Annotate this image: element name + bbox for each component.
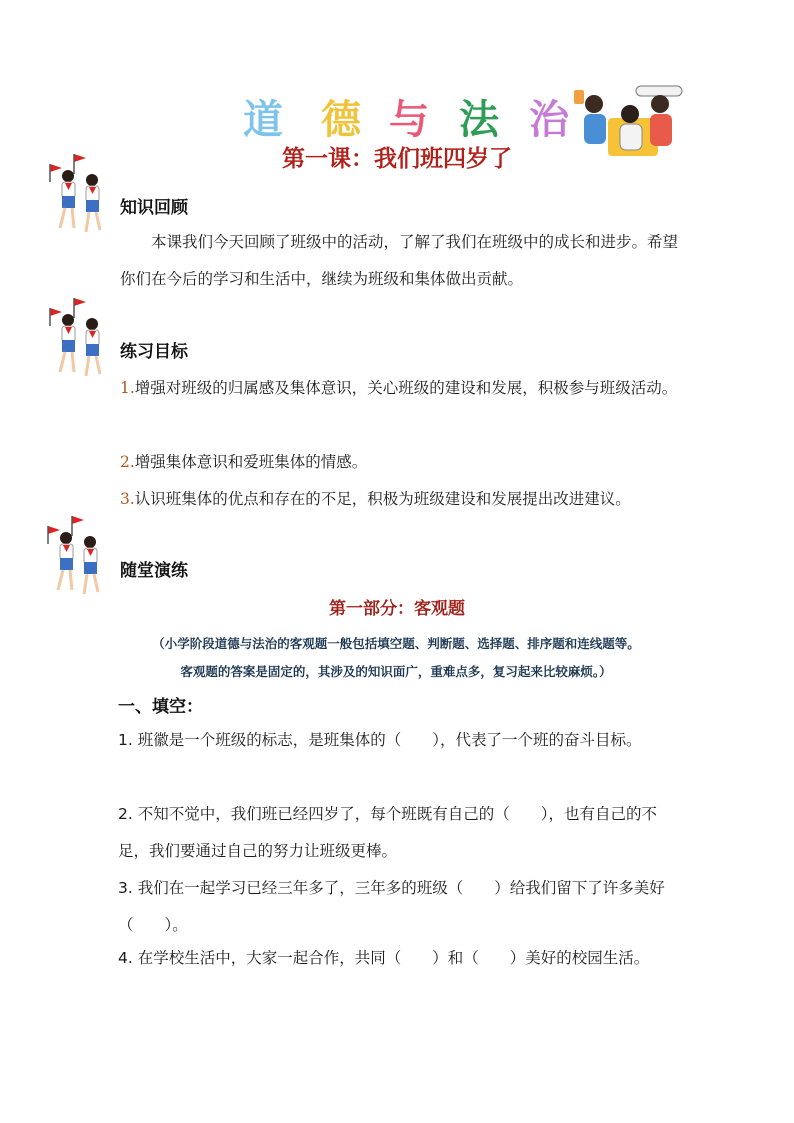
- goal-text: 增强对班级的归属感及集体意识，关心班级的建设和发展，积极参与班级活动。: [134, 379, 678, 397]
- lesson-title: 第一课：我们班四岁了: [282, 145, 512, 172]
- subject-char-2: 德: [321, 97, 361, 143]
- fill-question: 1. 班徽是一个班级的标志，是班集体的（ ），代表了一个班的奋斗目标。: [118, 731, 642, 749]
- practice-heading: 随堂演练: [120, 561, 188, 581]
- running-kids-icon: [46, 514, 110, 598]
- goal-text: 增强集体意识和爱班集体的情感。: [134, 453, 368, 471]
- goal-number: 2.: [120, 453, 135, 471]
- goal-item: [120, 370, 680, 407]
- subject-char-4: 法: [459, 97, 499, 143]
- objective-note-line-2: 客观题的答案是固定的，其涉及的知识面广，重难点多，复习起来比较麻烦。）: [180, 664, 612, 679]
- goal-text: 认识班集体的优点和存在的不足，积极为班级建设和发展提出改进建议。: [134, 490, 631, 508]
- fill-question: 4. 在学校生活中，大家一起合作，共同（ ）和（ ）美好的校园生活。: [118, 949, 650, 967]
- fill-in-heading: 一、填空：: [118, 697, 203, 717]
- fill-question: 2. 不知不觉中，我们班已经四岁了，每个班既有自己的（ ），也有自己的不足，我们要通过自己的努力让班级更棒。: [118, 805, 657, 860]
- running-kids-icon: [48, 152, 112, 236]
- goal-number: 3.: [120, 490, 135, 508]
- goal-number: 1.: [120, 379, 135, 397]
- review-text: 本课我们今天回顾了班级中的活动，了解了我们在班级中的成长和进步。希望你们在今后的学习和生活中，继续为班级和集体做出贡献。: [120, 233, 679, 288]
- subject-char-3: 与: [389, 97, 429, 143]
- objective-note-line-1: （小学阶段道德与法治的客观题一般包括填空题、判断题、选择题、排序题和连线题等。: [152, 636, 640, 651]
- running-kids-icon: [48, 296, 112, 380]
- fill-question: 3. 我们在一起学习已经三年多了，三年多的班级（ ）给我们留下了许多美好（ ）。: [118, 879, 665, 934]
- goal-item: [120, 444, 680, 481]
- subject-char-5: 治: [529, 97, 569, 143]
- goal-item: [120, 481, 680, 518]
- goals-heading: 练习目标: [120, 342, 188, 362]
- subject-char-1: 道: [243, 97, 283, 143]
- review-heading: 知识回顾: [120, 198, 188, 218]
- part-title: 第一部分：客观题: [329, 599, 465, 619]
